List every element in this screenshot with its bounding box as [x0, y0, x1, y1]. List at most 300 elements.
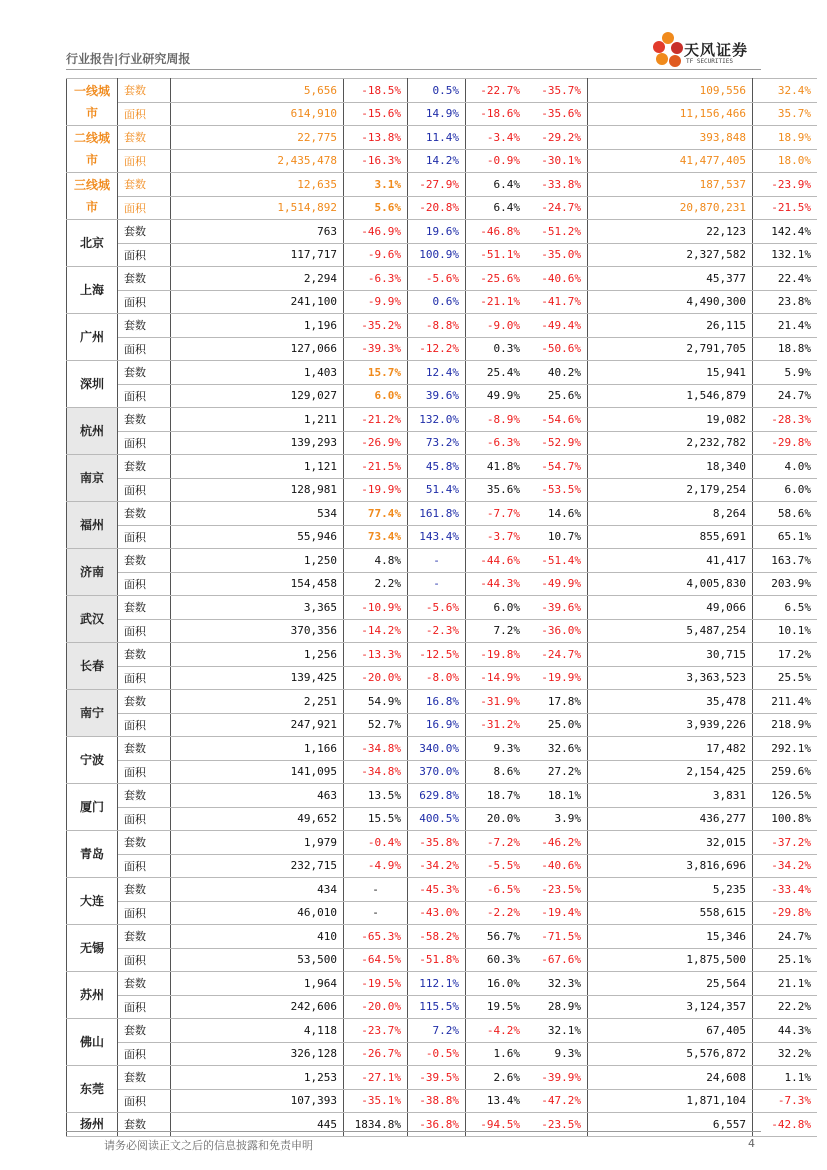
metric-type: 套数 — [118, 455, 171, 479]
cell-c7: 18.0% — [753, 149, 818, 173]
cell-c5: -67.6% — [526, 948, 588, 972]
cell-v2: 2,327,582 — [588, 243, 753, 267]
table-row — [67, 972, 818, 996]
cell-c4: -44.6% — [466, 549, 527, 573]
cell-c7: -33.4% — [753, 878, 818, 902]
logo-subtitle: TF SECURITIES — [686, 58, 733, 65]
footer-disclaimer: 请务必阅读正文之后的信息披露和免责申明 — [104, 1139, 313, 1152]
cell-v1: 2,251 — [171, 690, 344, 714]
cell-c4: -8.9% — [466, 408, 527, 432]
cell-v2: 6,557 — [588, 1113, 753, 1137]
table-row — [67, 337, 818, 361]
cell-v1: 1,403 — [171, 361, 344, 385]
table-row — [67, 619, 818, 643]
cell-c5: -23.5% — [526, 878, 588, 902]
cell-c7: 18.8% — [753, 337, 818, 361]
table-row — [67, 267, 818, 291]
cell-c5: -35.7% — [526, 79, 588, 103]
cell-c5: -54.6% — [526, 408, 588, 432]
cell-c5: -35.6% — [526, 102, 588, 126]
table-row — [67, 831, 818, 855]
table-row — [67, 502, 818, 526]
cell-c4: 18.7% — [466, 784, 527, 808]
metric-type: 面积 — [118, 243, 171, 267]
cell-v1: 139,293 — [171, 431, 344, 455]
cell-v1: 1,964 — [171, 972, 344, 996]
cell-c3: - — [408, 549, 466, 573]
cell-c2: -13.3% — [344, 643, 408, 667]
cell-c3: -27.9% — [408, 173, 466, 197]
cell-c4: -2.2% — [466, 901, 527, 925]
cell-c4: 2.6% — [466, 1066, 527, 1090]
cell-v1: 2,294 — [171, 267, 344, 291]
cell-v1: 232,715 — [171, 854, 344, 878]
cell-c2: -21.5% — [344, 455, 408, 479]
metric-type: 面积 — [118, 149, 171, 173]
cell-v1: 1,166 — [171, 737, 344, 761]
cell-v2: 30,715 — [588, 643, 753, 667]
table-row — [67, 666, 818, 690]
metric-type: 套数 — [118, 314, 171, 338]
cell-c3: -51.8% — [408, 948, 466, 972]
cell-v2: 67,405 — [588, 1019, 753, 1043]
cell-c4: 9.3% — [466, 737, 527, 761]
cell-c2: -4.9% — [344, 854, 408, 878]
cell-c7: 1.1% — [753, 1066, 818, 1090]
metric-type: 面积 — [118, 102, 171, 126]
table-row — [67, 854, 818, 878]
cell-v1: 370,356 — [171, 619, 344, 643]
cell-c7: 10.1% — [753, 619, 818, 643]
page-number: 4 — [748, 1137, 755, 1150]
cell-v1: 46,010 — [171, 901, 344, 925]
metric-type: 套数 — [118, 1066, 171, 1090]
cell-c5: -46.2% — [526, 831, 588, 855]
cell-c7: 24.7% — [753, 384, 818, 408]
cell-v2: 109,556 — [588, 79, 753, 103]
cell-c7: 32.2% — [753, 1042, 818, 1066]
cell-c4: -5.5% — [466, 854, 527, 878]
cell-c3: -2.3% — [408, 619, 466, 643]
cell-c3: -39.5% — [408, 1066, 466, 1090]
cell-c2: -20.0% — [344, 666, 408, 690]
cell-v1: 141,095 — [171, 760, 344, 784]
cell-c5: -50.6% — [526, 337, 588, 361]
cell-c4: 7.2% — [466, 619, 527, 643]
cell-v1: 614,910 — [171, 102, 344, 126]
cell-c7: 24.7% — [753, 925, 818, 949]
table-row — [67, 220, 818, 244]
cell-c5: 40.2% — [526, 361, 588, 385]
cell-v1: 1,979 — [171, 831, 344, 855]
city-name: 青岛 — [67, 831, 118, 878]
cell-c4: 25.4% — [466, 361, 527, 385]
city-sales-table — [66, 78, 817, 1137]
cell-c4: -18.6% — [466, 102, 527, 126]
cell-v1: 763 — [171, 220, 344, 244]
cell-c3: -45.3% — [408, 878, 466, 902]
cell-v2: 11,156,466 — [588, 102, 753, 126]
cell-c3: -5.6% — [408, 267, 466, 291]
city-name: 杭州 — [67, 408, 118, 455]
metric-type: 面积 — [118, 713, 171, 737]
cell-c2: -27.1% — [344, 1066, 408, 1090]
metric-type: 套数 — [118, 1019, 171, 1043]
cell-c5: -51.4% — [526, 549, 588, 573]
metric-type: 套数 — [118, 126, 171, 150]
cell-v2: 3,816,696 — [588, 854, 753, 878]
cell-c2: -46.9% — [344, 220, 408, 244]
cell-c5: -19.4% — [526, 901, 588, 925]
cell-c4: -22.7% — [466, 79, 527, 103]
cell-c5: 25.6% — [526, 384, 588, 408]
cell-c7: 6.0% — [753, 478, 818, 502]
cell-v2: 17,482 — [588, 737, 753, 761]
metric-type: 套数 — [118, 878, 171, 902]
flower-icon — [653, 32, 683, 67]
cell-c4: 35.6% — [466, 478, 527, 502]
cell-c2: -21.2% — [344, 408, 408, 432]
cell-v2: 558,615 — [588, 901, 753, 925]
cell-c3: -36.8% — [408, 1113, 466, 1137]
cell-c3: 14.2% — [408, 149, 466, 173]
cell-c3: 132.0% — [408, 408, 466, 432]
cell-v1: 22,775 — [171, 126, 344, 150]
cell-c3: 629.8% — [408, 784, 466, 808]
cell-v1: 1,196 — [171, 314, 344, 338]
table-row — [67, 643, 818, 667]
table-row — [67, 549, 818, 573]
cell-c4: 16.0% — [466, 972, 527, 996]
metric-type: 面积 — [118, 478, 171, 502]
cell-v1: 129,027 — [171, 384, 344, 408]
cell-c4: -19.8% — [466, 643, 527, 667]
cell-c5: -30.1% — [526, 149, 588, 173]
cell-c2: -35.2% — [344, 314, 408, 338]
cell-c2: 6.0% — [344, 384, 408, 408]
cell-v1: 139,425 — [171, 666, 344, 690]
table-row — [67, 1042, 818, 1066]
cell-v2: 2,232,782 — [588, 431, 753, 455]
cell-c3: -0.5% — [408, 1042, 466, 1066]
cell-v2: 3,831 — [588, 784, 753, 808]
metric-type: 套数 — [118, 972, 171, 996]
cell-v2: 24,608 — [588, 1066, 753, 1090]
cell-c7: 22.4% — [753, 267, 818, 291]
cell-v2: 26,115 — [588, 314, 753, 338]
metric-type: 面积 — [118, 995, 171, 1019]
cell-c5: 32.6% — [526, 737, 588, 761]
cell-c7: -34.2% — [753, 854, 818, 878]
city-name: 一线城市 — [67, 79, 118, 126]
cell-c5: -71.5% — [526, 925, 588, 949]
cell-c2: -19.5% — [344, 972, 408, 996]
cell-v1: 2,435,478 — [171, 149, 344, 173]
cell-v1: 4,118 — [171, 1019, 344, 1043]
table-row — [67, 431, 818, 455]
table-row — [67, 525, 818, 549]
cell-c4: -31.9% — [466, 690, 527, 714]
cell-v1: 127,066 — [171, 337, 344, 361]
cell-v1: 117,717 — [171, 243, 344, 267]
city-name: 二线城市 — [67, 126, 118, 173]
cell-v1: 242,606 — [171, 995, 344, 1019]
city-name: 济南 — [67, 549, 118, 596]
metric-type: 面积 — [118, 619, 171, 643]
cell-c2: -23.7% — [344, 1019, 408, 1043]
cell-c3: 0.5% — [408, 79, 466, 103]
metric-type: 面积 — [118, 525, 171, 549]
table-row — [67, 408, 818, 432]
cell-v2: 5,576,872 — [588, 1042, 753, 1066]
city-name: 广州 — [67, 314, 118, 361]
cell-v2: 187,537 — [588, 173, 753, 197]
cell-c2: -34.8% — [344, 737, 408, 761]
cell-c3: -5.6% — [408, 596, 466, 620]
cell-c3: 16.9% — [408, 713, 466, 737]
table-row — [67, 713, 818, 737]
cell-c7: 292.1% — [753, 737, 818, 761]
cell-c7: 58.6% — [753, 502, 818, 526]
cell-c7: 18.9% — [753, 126, 818, 150]
cell-c2: -13.8% — [344, 126, 408, 150]
cell-c5: -53.5% — [526, 478, 588, 502]
cell-v1: 410 — [171, 925, 344, 949]
cell-c3: -12.5% — [408, 643, 466, 667]
table-row — [67, 314, 818, 338]
table-row — [67, 79, 818, 103]
city-name: 武汉 — [67, 596, 118, 643]
city-name: 厦门 — [67, 784, 118, 831]
cell-v1: 1,250 — [171, 549, 344, 573]
metric-type: 面积 — [118, 196, 171, 220]
cell-c3: 16.8% — [408, 690, 466, 714]
table-row — [67, 784, 818, 808]
table-row — [67, 361, 818, 385]
cell-c2: -15.6% — [344, 102, 408, 126]
footer-divider — [66, 1131, 761, 1132]
cell-c3: -58.2% — [408, 925, 466, 949]
cell-c7: 65.1% — [753, 525, 818, 549]
cell-c5: 9.3% — [526, 1042, 588, 1066]
cell-c7: 100.8% — [753, 807, 818, 831]
metric-type: 套数 — [118, 784, 171, 808]
cell-v2: 3,363,523 — [588, 666, 753, 690]
cell-v2: 15,941 — [588, 361, 753, 385]
cell-c4: 6.0% — [466, 596, 527, 620]
cell-v2: 18,340 — [588, 455, 753, 479]
cell-c7: -37.2% — [753, 831, 818, 855]
cell-c2: -10.9% — [344, 596, 408, 620]
table-row — [67, 1089, 818, 1113]
metric-type: 面积 — [118, 431, 171, 455]
cell-c2: -18.5% — [344, 79, 408, 103]
cell-v1: 107,393 — [171, 1089, 344, 1113]
table-row — [67, 102, 818, 126]
cell-c5: -24.7% — [526, 196, 588, 220]
cell-c3: -35.8% — [408, 831, 466, 855]
cell-c4: -31.2% — [466, 713, 527, 737]
cell-v1: 463 — [171, 784, 344, 808]
cell-v2: 19,082 — [588, 408, 753, 432]
cell-c2: 2.2% — [344, 572, 408, 596]
cell-c5: -54.7% — [526, 455, 588, 479]
cell-c2: 15.7% — [344, 361, 408, 385]
cell-c2: -19.9% — [344, 478, 408, 502]
cell-c4: 6.4% — [466, 173, 527, 197]
cell-c4: 20.0% — [466, 807, 527, 831]
metric-type: 套数 — [118, 596, 171, 620]
cell-c5: -47.2% — [526, 1089, 588, 1113]
cell-v2: 49,066 — [588, 596, 753, 620]
cell-c7: 25.1% — [753, 948, 818, 972]
table-row — [67, 126, 818, 150]
table-row — [67, 995, 818, 1019]
table-row — [67, 572, 818, 596]
cell-c4: -44.3% — [466, 572, 527, 596]
cell-c4: -3.7% — [466, 525, 527, 549]
cell-v1: 241,100 — [171, 290, 344, 314]
header-title: 行业报告|行业研究周报 — [66, 52, 191, 66]
cell-c2: -64.5% — [344, 948, 408, 972]
cell-v2: 4,490,300 — [588, 290, 753, 314]
cell-v1: 1,514,892 — [171, 196, 344, 220]
metric-type: 面积 — [118, 572, 171, 596]
table-row — [67, 243, 818, 267]
cell-c4: -25.6% — [466, 267, 527, 291]
cell-v2: 25,564 — [588, 972, 753, 996]
cell-c2: -9.9% — [344, 290, 408, 314]
cell-c3: 112.1% — [408, 972, 466, 996]
city-name: 无锡 — [67, 925, 118, 972]
metric-type: 套数 — [118, 408, 171, 432]
cell-v1: 12,635 — [171, 173, 344, 197]
cell-c2: 4.8% — [344, 549, 408, 573]
cell-c3: 400.5% — [408, 807, 466, 831]
cell-c3: 39.6% — [408, 384, 466, 408]
cell-c5: -36.0% — [526, 619, 588, 643]
cell-c7: 32.4% — [753, 79, 818, 103]
cell-c3: 45.8% — [408, 455, 466, 479]
cell-v1: 49,652 — [171, 807, 344, 831]
table-row — [67, 455, 818, 479]
cell-c4: 13.4% — [466, 1089, 527, 1113]
cell-v2: 41,417 — [588, 549, 753, 573]
cell-v1: 534 — [171, 502, 344, 526]
cell-c3: 0.6% — [408, 290, 466, 314]
cell-c4: 6.4% — [466, 196, 527, 220]
cell-c7: -7.3% — [753, 1089, 818, 1113]
city-name: 南京 — [67, 455, 118, 502]
cell-c7: 35.7% — [753, 102, 818, 126]
metric-type: 套数 — [118, 220, 171, 244]
cell-c3: -43.0% — [408, 901, 466, 925]
cell-c5: -51.2% — [526, 220, 588, 244]
cell-c3: 115.5% — [408, 995, 466, 1019]
metric-type: 套数 — [118, 737, 171, 761]
metric-type: 面积 — [118, 666, 171, 690]
cell-c2: -34.8% — [344, 760, 408, 784]
cell-c2: 15.5% — [344, 807, 408, 831]
metric-type: 套数 — [118, 502, 171, 526]
metric-type: 面积 — [118, 807, 171, 831]
cell-c2: 52.7% — [344, 713, 408, 737]
table-row — [67, 149, 818, 173]
cell-c3: 14.9% — [408, 102, 466, 126]
cell-v2: 41,477,405 — [588, 149, 753, 173]
cell-c4: 56.7% — [466, 925, 527, 949]
cell-c3: -34.2% — [408, 854, 466, 878]
cell-c5: 14.6% — [526, 502, 588, 526]
cell-c2: -9.6% — [344, 243, 408, 267]
table-row — [67, 925, 818, 949]
metric-type: 套数 — [118, 690, 171, 714]
cell-c5: -19.9% — [526, 666, 588, 690]
cell-v1: 1,121 — [171, 455, 344, 479]
cell-c5: 18.1% — [526, 784, 588, 808]
metric-type: 面积 — [118, 1042, 171, 1066]
cell-v2: 2,154,425 — [588, 760, 753, 784]
cell-c2: -14.2% — [344, 619, 408, 643]
cell-c3: -8.0% — [408, 666, 466, 690]
cell-c5: -35.0% — [526, 243, 588, 267]
cell-c7: 218.9% — [753, 713, 818, 737]
city-name: 上海 — [67, 267, 118, 314]
cell-c2: 3.1% — [344, 173, 408, 197]
cell-c5: 32.1% — [526, 1019, 588, 1043]
cell-c3: 143.4% — [408, 525, 466, 549]
cell-c3: 11.4% — [408, 126, 466, 150]
cell-c7: 211.4% — [753, 690, 818, 714]
cell-c4: 41.8% — [466, 455, 527, 479]
cell-c4: 8.6% — [466, 760, 527, 784]
cell-v2: 45,377 — [588, 267, 753, 291]
table-row — [67, 290, 818, 314]
cell-c5: -33.8% — [526, 173, 588, 197]
city-name: 宁波 — [67, 737, 118, 784]
cell-c2: -20.0% — [344, 995, 408, 1019]
cell-c5: 28.9% — [526, 995, 588, 1019]
cell-c3: 51.4% — [408, 478, 466, 502]
cell-c7: 17.2% — [753, 643, 818, 667]
cell-v2: 1,546,879 — [588, 384, 753, 408]
table-row — [67, 173, 818, 197]
cell-c7: -28.3% — [753, 408, 818, 432]
metric-type: 套数 — [118, 361, 171, 385]
cell-c4: -14.9% — [466, 666, 527, 690]
metric-type: 面积 — [118, 337, 171, 361]
cell-c5: 25.0% — [526, 713, 588, 737]
cell-c7: -29.8% — [753, 431, 818, 455]
cell-c5: -24.7% — [526, 643, 588, 667]
cell-c5: -40.6% — [526, 267, 588, 291]
cell-c7: -29.8% — [753, 901, 818, 925]
cell-v1: 1,256 — [171, 643, 344, 667]
city-name: 北京 — [67, 220, 118, 267]
cell-v1: 154,458 — [171, 572, 344, 596]
metric-type: 套数 — [118, 173, 171, 197]
cell-c4: 19.5% — [466, 995, 527, 1019]
metric-type: 面积 — [118, 290, 171, 314]
cell-c2: 13.5% — [344, 784, 408, 808]
cell-c7: -42.8% — [753, 1113, 818, 1137]
metric-type: 面积 — [118, 384, 171, 408]
metric-type: 套数 — [118, 925, 171, 949]
cell-c7: 21.1% — [753, 972, 818, 996]
cell-v2: 8,264 — [588, 502, 753, 526]
table-row — [67, 878, 818, 902]
cell-c5: -23.5% — [526, 1113, 588, 1137]
